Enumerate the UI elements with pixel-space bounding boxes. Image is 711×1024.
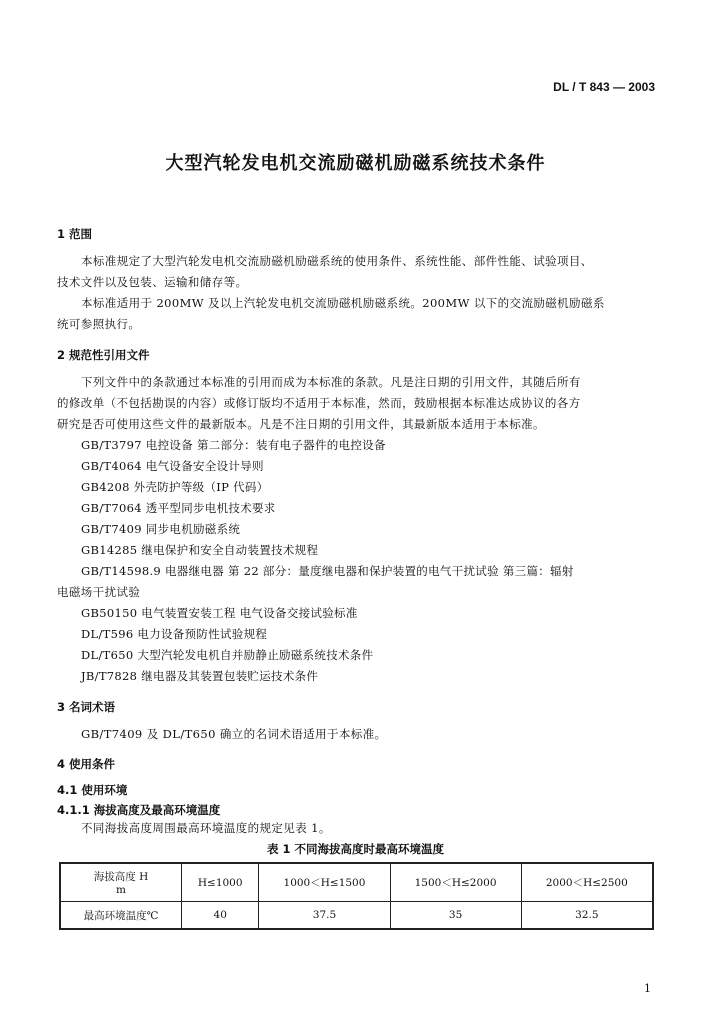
sec2-intro-line-2: 的修改单（不包括勘误的内容）或修订版均不适用于本标准，然而，鼓励根据本标准达成协议的各方 bbox=[57, 396, 581, 410]
standard-number: DL / T 843 — 2003 bbox=[553, 80, 655, 94]
reference-item: DL/T596 电力设备预防性试验规程 bbox=[81, 627, 268, 641]
reference-item: GB4208 外壳防护等级（IP 代码） bbox=[81, 480, 269, 494]
table-cell: 2000＜H≤2500 bbox=[521, 863, 653, 902]
reference-item: GB/T7064 透平型同步电机技术要求 bbox=[81, 501, 276, 515]
table-row-label bbox=[60, 863, 182, 902]
table-cell: 40 bbox=[182, 902, 259, 930]
page-number: 1 bbox=[644, 982, 651, 995]
section-1-heading: 1 范围 bbox=[57, 227, 93, 241]
reference-item: GB50150 电气装置安装工程 电气设备交接试验标准 bbox=[81, 606, 358, 620]
reference-item: GB/T14598.9 电器继电器 第 22 部分：量度继电器和保护装置的电气干扰试验 第三篇：辐射 bbox=[81, 564, 574, 578]
reference-item: JB/T7828 继电器及其装置包装贮运技术条件 bbox=[81, 669, 319, 683]
sec1-paragraph-1-line-2: 技术文件以及包装、运输和储存等。 bbox=[57, 275, 248, 289]
table-1 bbox=[59, 862, 654, 930]
reference-item: DL/T650 大型汽轮发电机自并励静止励磁系统技术条件 bbox=[81, 648, 374, 662]
reference-item: GB/T7409 同步电机励磁系统 bbox=[81, 522, 241, 536]
reference-item: GB/T4064 电气设备安全设计导则 bbox=[81, 459, 264, 473]
reference-item: GB/T3797 电控设备 第二部分：装有电子器件的电控设备 bbox=[81, 438, 386, 452]
section-2-heading: 2 规范性引用文件 bbox=[57, 348, 150, 362]
table-cell: 1500＜H≤2000 bbox=[390, 863, 521, 902]
sec3-text: GB/T7409 及 DL/T650 确立的名词术语适用于本标准。 bbox=[81, 727, 387, 741]
sec2-intro-line-3: 研究是否可使用这些文件的最新版本。凡是不注日期的引用文件，其最新版本适用于本标准。 bbox=[57, 417, 545, 431]
table-cell: 35 bbox=[390, 902, 521, 930]
table-row bbox=[60, 902, 653, 930]
reference-item: GB14285 继电保护和安全自动装置技术规程 bbox=[81, 543, 319, 557]
section-3-heading: 3 名词术语 bbox=[57, 700, 116, 714]
table-cell: 37.5 bbox=[259, 902, 390, 930]
sec4-text: 不同海拔高度周围最高环境温度的规定见表 1。 bbox=[81, 821, 331, 835]
sec2-intro-line-1: 下列文件中的条款通过本标准的引用而成为本标准的条款。凡是注日期的引用文件，其随后所有 bbox=[81, 375, 581, 389]
table-cell: H≤1000 bbox=[182, 863, 259, 902]
table-cell: 32.5 bbox=[521, 902, 653, 930]
section-4-heading: 4 使用条件 bbox=[57, 757, 116, 771]
table-cell: 1000＜H≤1500 bbox=[259, 863, 390, 902]
table-row bbox=[60, 863, 653, 902]
table-row-label: 最高环境温度℃ bbox=[60, 902, 182, 930]
table-1-caption: 表 1 不同海拔高度时最高环境温度 bbox=[266, 842, 444, 856]
document-title: 大型汽轮发电机交流励磁机励磁系统技术条件 bbox=[165, 153, 546, 174]
sec1-paragraph-2-line-1: 本标准适用于 200MW 及以上汽轮发电机交流励磁机励磁系统。200MW 以下的交流励磁机励磁系 bbox=[81, 296, 605, 310]
section-4-1-heading: 4.1 使用环境 bbox=[57, 783, 128, 797]
altitude-unit: m bbox=[116, 884, 126, 896]
reference-item-wrap: 电磁场干扰试验 bbox=[57, 585, 141, 599]
sec1-paragraph-1-line-1: 本标准规定了大型汽轮发电机交流励磁机励磁系统的使用条件、系统性能、部件性能、试验项目、 bbox=[81, 254, 593, 268]
sec1-paragraph-2-line-2: 统可参照执行。 bbox=[57, 317, 141, 331]
altitude-label: 海拔高度 H bbox=[93, 871, 149, 883]
section-4-1-1-heading: 4.1.1 海拔高度及最高环境温度 bbox=[57, 803, 221, 817]
